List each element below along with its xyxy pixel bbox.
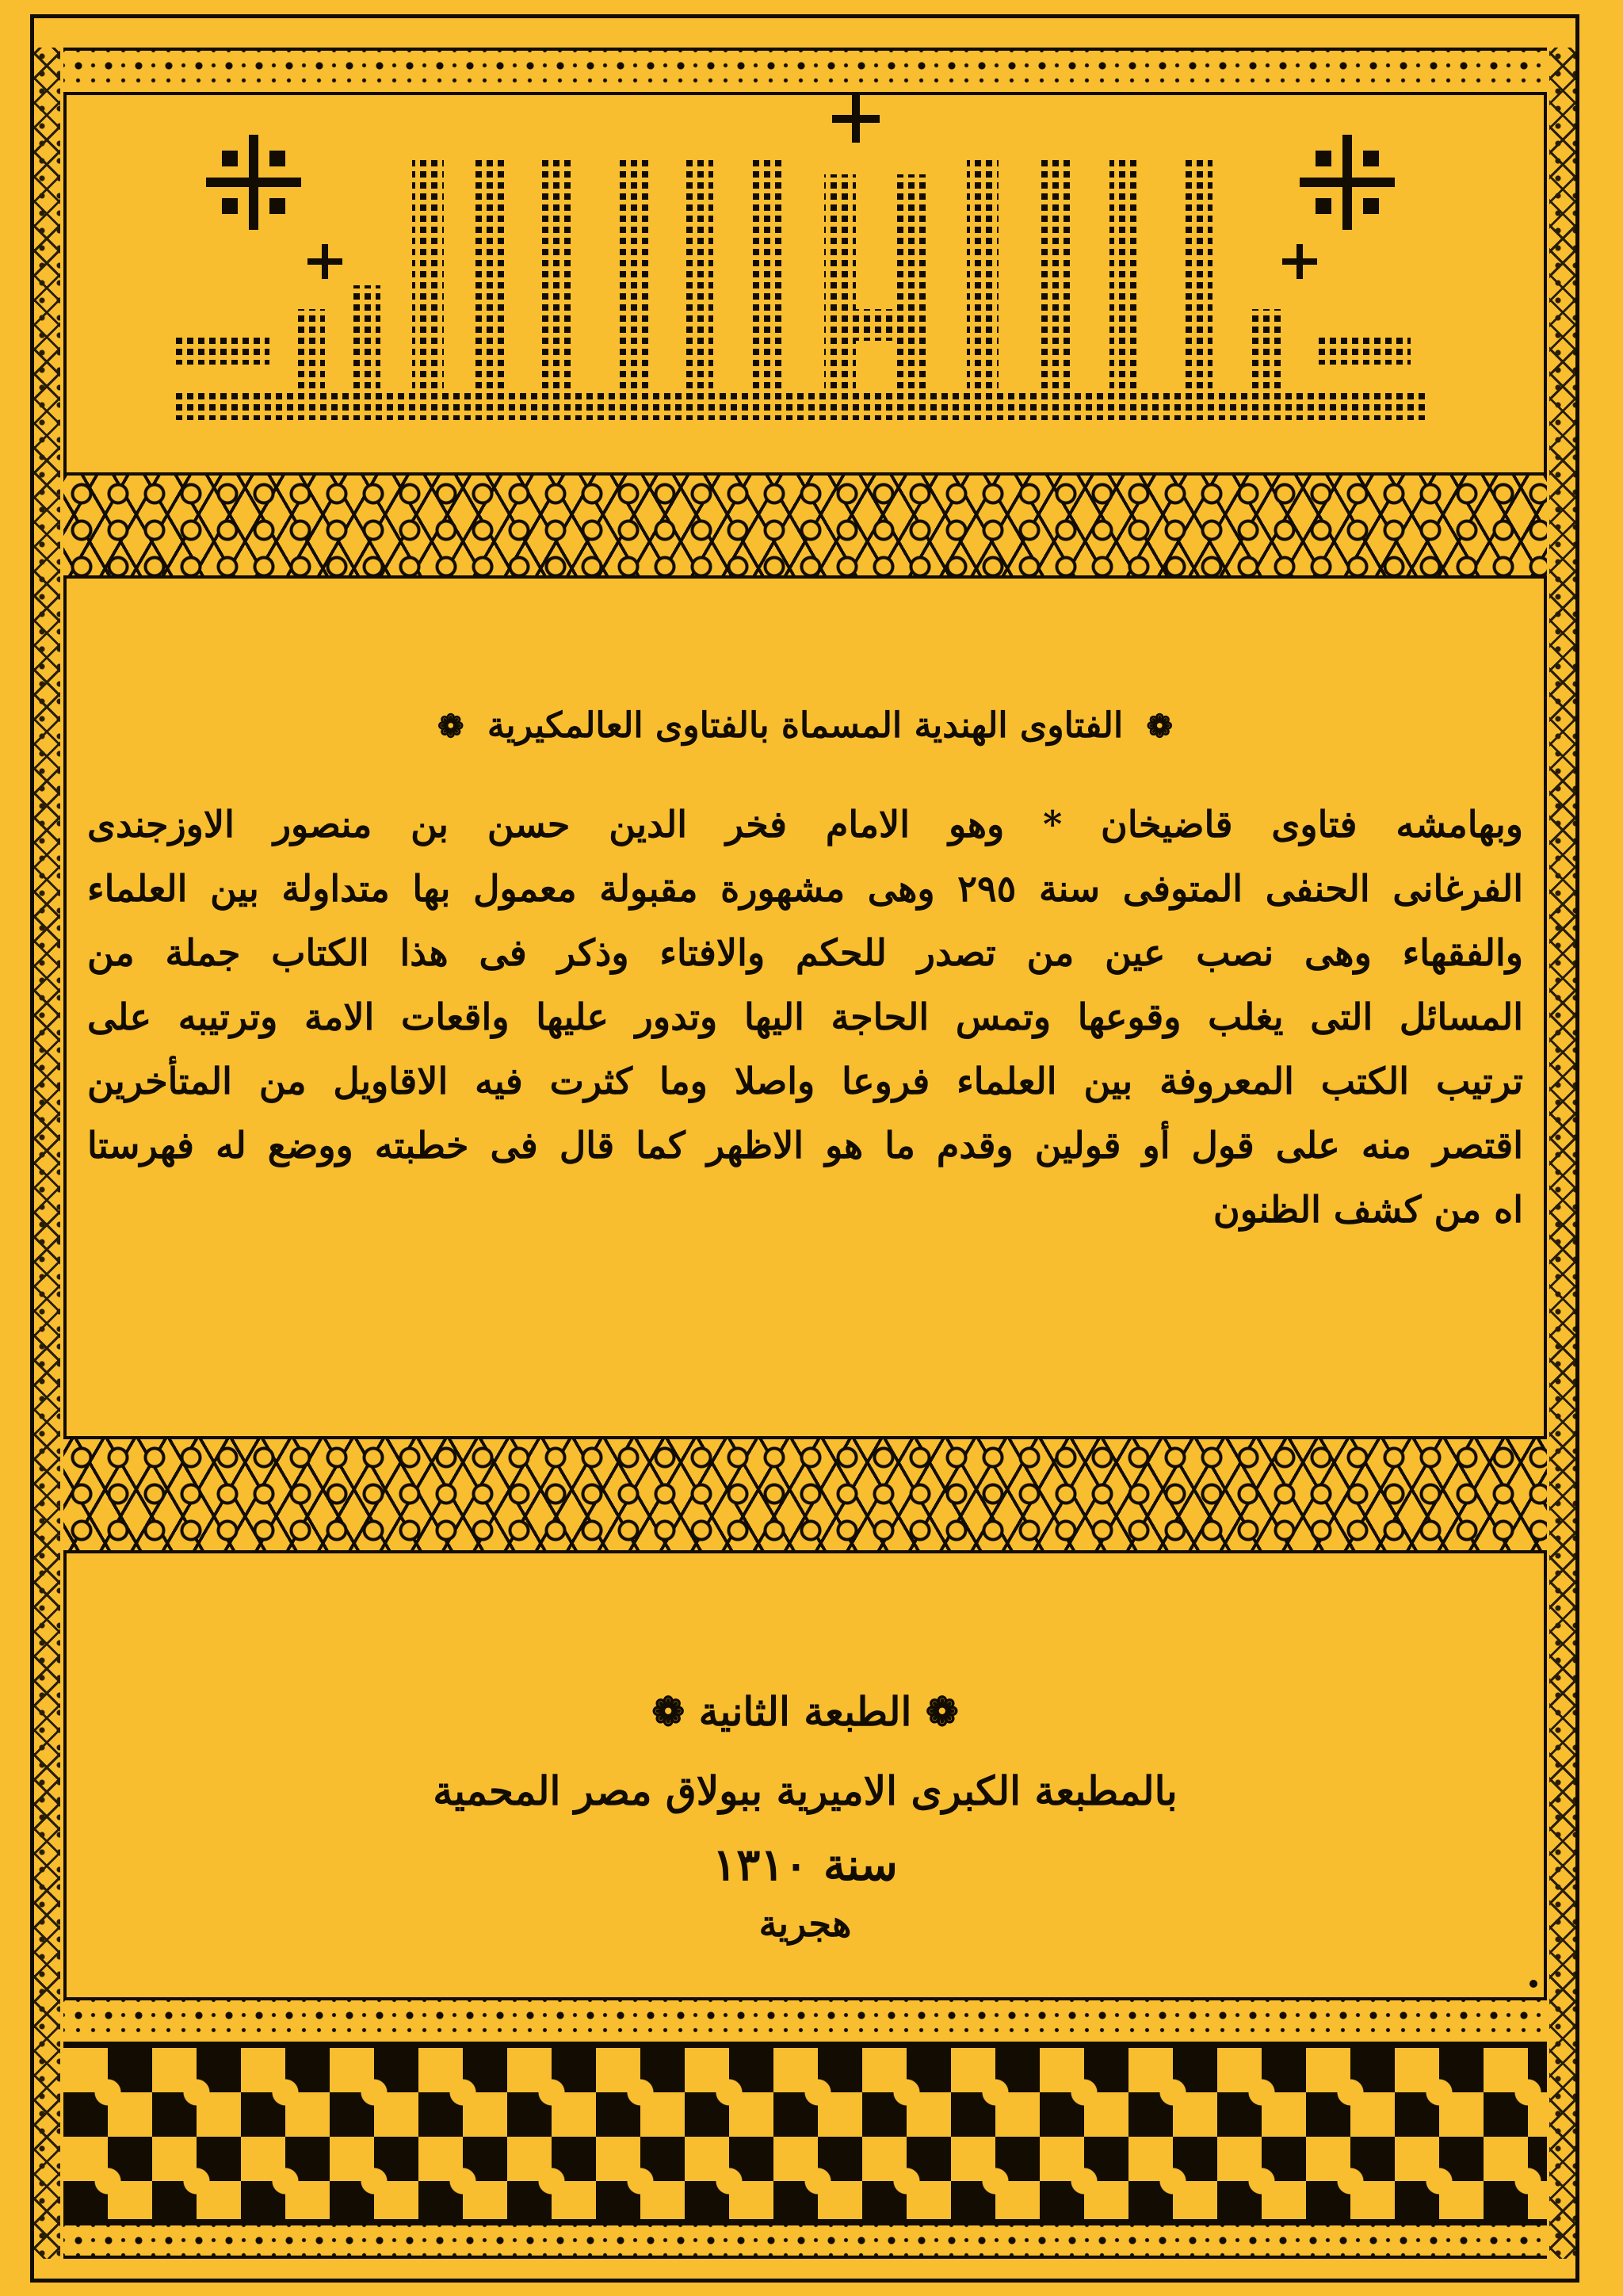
ink-dot — [1529, 1980, 1537, 1988]
edition-label: ❁ الطبعة الثانية ❁ — [651, 1688, 959, 1735]
description-line: والفقهاء وهى نصب عين من تصدر للحكم والافتاء وذكر فى هذا الكتاب جملة من — [87, 931, 1523, 974]
source-citation: اه من كشف الظنون — [1212, 1188, 1523, 1231]
description-text — [87, 793, 1523, 1242]
description-line: وبهامشه فتاوى قاضيخان * وهو الامام فخر الدين حسن بن منصور الاوزجندى — [87, 803, 1523, 846]
calendar-era: هجرية — [758, 1902, 852, 1945]
left-ornament-strip — [33, 48, 60, 2259]
publication-year: سنة ١٣١٠ — [712, 1839, 898, 1891]
press-name: بالمطبعة الكبرى الاميرية ببولاق مصر المحمية — [433, 1767, 1178, 1814]
imprint-block — [63, 1553, 1547, 1997]
description-line: اقتصر منه على قول أو قولين وقدم ما هو الاظهر كما قال فى خطبته ووضع له فهرستا — [87, 1124, 1523, 1167]
right-ornament-strip — [1549, 48, 1576, 2259]
bottom-checker-band — [63, 2045, 1547, 2222]
title-ornament-right: ❁ — [1146, 708, 1174, 745]
book-title — [63, 705, 1547, 746]
calligraphy-header — [63, 48, 1547, 476]
lower-dotted-band — [63, 1997, 1547, 2045]
description-line: المسائل التى يغلب وقوعها وتمس الحاجة اليها وتدور عليها واقعات الامة وترتيبه على — [87, 995, 1523, 1038]
header-ornament-band — [63, 472, 1547, 579]
middle-ornament-band — [63, 1436, 1547, 1553]
description-line: ترتيب الكتب المعروفة بين العلماء فروعا واصلا وما كثرت فيه الاقاويل من المتأخرين — [87, 1060, 1523, 1102]
book-title-text: الفتاوى الهندية المسماة بالفتاوى العالمكيرية — [487, 705, 1124, 746]
description-line: الفرغانى الحنفى المتوفى سنة ٢٩٥ وهى مشهورة مقبولة معمول بها متداولة بين العلماء — [87, 867, 1523, 910]
kufic-calligraphy-ornament — [63, 48, 1547, 476]
bottom-ornament-band — [63, 2222, 1547, 2259]
description-panel — [63, 579, 1547, 1435]
title-ornament-left: ❁ — [437, 708, 464, 745]
